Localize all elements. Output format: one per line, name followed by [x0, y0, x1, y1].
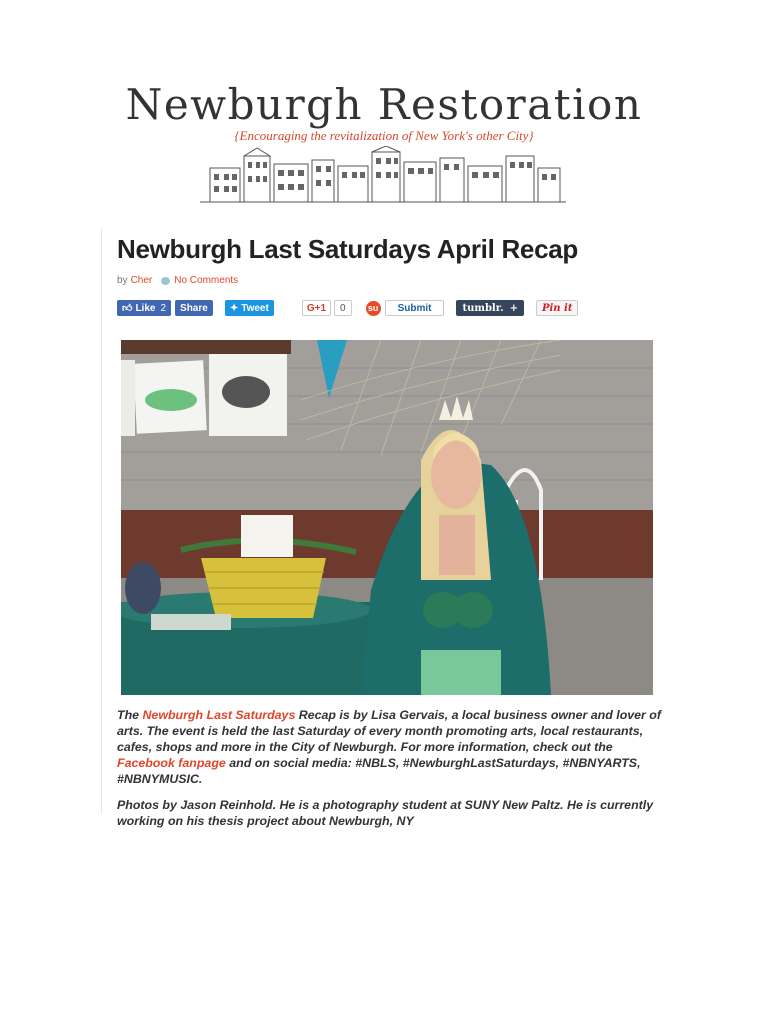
tumblr-share-button[interactable] — [456, 300, 523, 316]
facebook-fanpage-link[interactable]: Facebook fanpage — [117, 756, 226, 770]
google-plus-count: 0 — [334, 300, 352, 316]
newburgh-last-saturdays-link[interactable]: Newburgh Last Saturdays — [142, 708, 296, 722]
google-plus-button[interactable]: G+1 — [302, 300, 331, 316]
plus-icon: + — [509, 302, 518, 314]
post-body — [117, 707, 661, 829]
pinterest-pin-button[interactable]: Pin it — [536, 300, 579, 316]
twitter-bird-icon: ✦ — [229, 302, 239, 314]
p1-text-b: Recap is by Lisa Gervais, a local business owner and lover of arts. The event is held the last Saturday of every month promoting arts, local restaurants, cafes, shops and more in the City of Newburgh. For more information, check out the — [117, 708, 662, 754]
site-header — [0, 80, 768, 210]
post-meta — [117, 275, 661, 286]
facebook-share-button[interactable]: Share — [175, 300, 213, 316]
site-title[interactable]: Newburgh Restoration — [125, 80, 643, 129]
site-tagline: {Encouraging the revitalization of New York's other City} — [234, 128, 534, 143]
tweet-button[interactable] — [225, 300, 274, 316]
post-paragraph-2: Photos by Jason Reinhold. He is a photography student at SUNY New Paltz. He is currently working on his thesis project about Newburgh, NY — [117, 798, 654, 828]
p1-text-a: The — [117, 708, 143, 722]
tweet-label: Tweet — [241, 302, 269, 314]
facebook-like-button[interactable] — [117, 300, 171, 316]
share-bar — [117, 298, 661, 318]
comments-link[interactable]: No Comments — [174, 275, 239, 286]
facebook-like-count: 2 — [160, 302, 167, 314]
p1-text-c: and on social media: #NBLS, #NewburghLastSaturdays, #NBNYARTS, #NBNYMUSIC. — [117, 756, 641, 786]
post-title[interactable]: Newburgh Last Saturdays April Recap — [117, 234, 578, 264]
stumbleupon-widget — [366, 300, 445, 316]
comment-icon — [161, 277, 170, 285]
skyline-illustration — [200, 146, 566, 204]
thumbs-up-icon: 👍︎ — [122, 303, 133, 314]
by-label: by — [117, 275, 128, 286]
tumblr-label: tumblr. — [462, 302, 504, 314]
post-paragraph-1 — [117, 707, 661, 787]
stumbleupon-icon: su — [366, 301, 381, 316]
author-link[interactable]: Cher — [130, 275, 153, 286]
facebook-like-label: Like — [135, 302, 156, 314]
post-article — [101, 228, 662, 828]
google-plus-widget — [302, 300, 352, 316]
stumbleupon-submit-button[interactable]: Submit — [385, 300, 445, 316]
post-photo[interactable] — [121, 340, 653, 695]
